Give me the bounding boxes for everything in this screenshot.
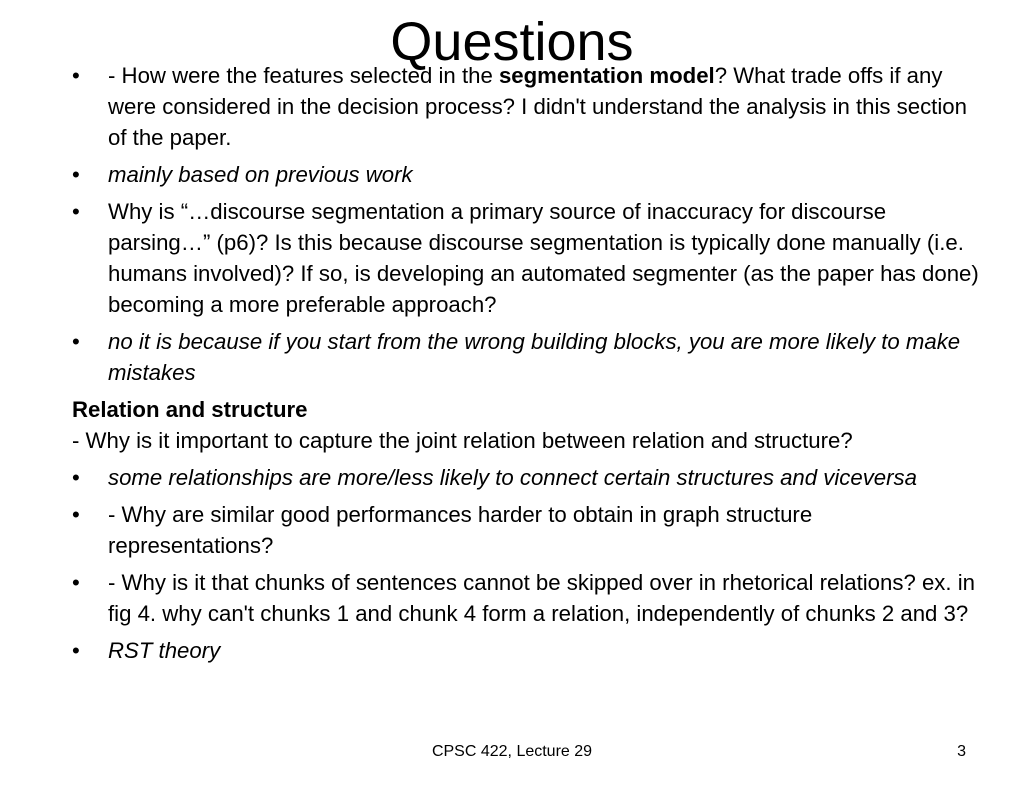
answer-text: mainly based on previous work [108, 162, 413, 187]
footer-course: CPSC 422, Lecture 29 [431, 743, 593, 760]
question-text: - Why is it that chunks of sentences cannot be skipped over in rhetorical relations? ex. in fig 4. why can't chunks 1 and chunk 4 form a relation, independently of chunks 2 and 3? [108, 570, 975, 626]
answer-text: no it is because if you start from the wrong building blocks, you are more likely to make mistakes [108, 329, 961, 385]
page-number: 3 [957, 743, 966, 760]
bullet-icon: • [72, 570, 80, 595]
bullet-item-answer-2 [72, 326, 982, 388]
bullet-item-answer-3 [72, 462, 982, 493]
bullet-item-answer-1 [72, 159, 982, 190]
bullet-item-question-1 [72, 60, 982, 153]
slide-content [72, 60, 982, 672]
answer-text: RST theory [108, 638, 221, 663]
question-text: - Why are similar good performances harder to obtain in graph structure representations? [108, 502, 813, 558]
question-text: Why is “…discourse segmentation a primary source of inaccuracy for discourse parsing…” (p6)? Is this because discourse segmentation is typically done manually (i.e. humans involved)? If so, is developing an automated segmenter (as the paper has done) becoming a more preferable approach? [108, 199, 979, 317]
bullet-icon: • [72, 199, 80, 224]
question-text-post: ? What trade offs if any were considered in the decision process? I didn't understand the analysis in this section of the paper. [108, 63, 967, 150]
question-text-pre: - How were the features selected in the [108, 63, 499, 88]
bullet-icon: • [72, 465, 80, 490]
section-question: - Why is it important to capture the joint relation between relation and structure? [72, 428, 853, 453]
bullet-item-answer-4 [72, 635, 982, 666]
bullet-item-question-2 [72, 196, 982, 320]
question-text-bold: segmentation model [498, 63, 715, 88]
bullet-icon: • [72, 63, 80, 88]
slide-title: Questions [390, 12, 634, 72]
answer-text: some relationships are more/less likely to connect certain structures and viceversa [108, 465, 917, 490]
bullet-icon: • [72, 162, 80, 187]
bullet-icon: • [72, 638, 80, 663]
bullet-item-question-4 [72, 567, 982, 629]
section-heading: Relation and structure [72, 397, 308, 422]
bullet-item-question-3 [72, 499, 982, 561]
bullet-icon: • [72, 329, 80, 354]
bullet-icon: • [72, 502, 80, 527]
